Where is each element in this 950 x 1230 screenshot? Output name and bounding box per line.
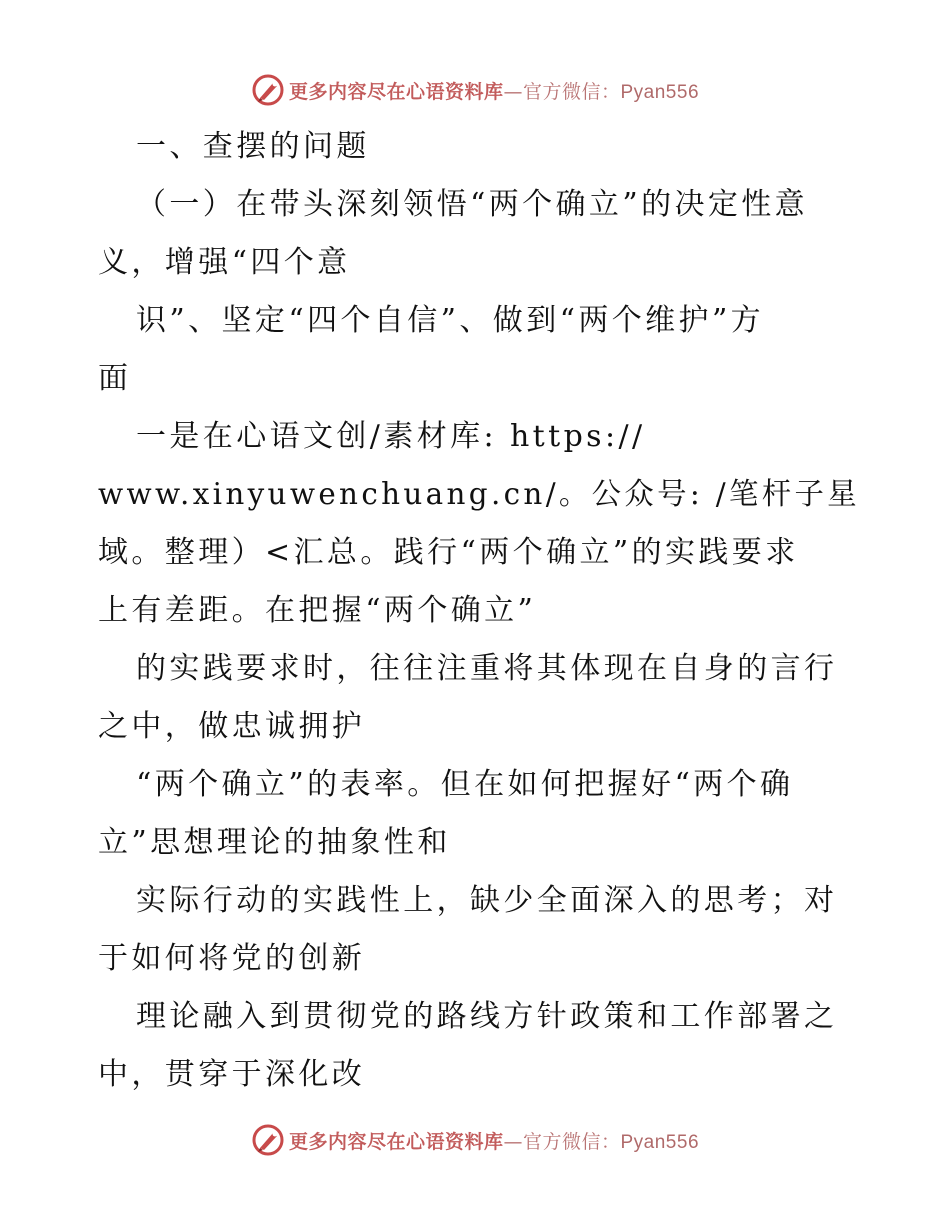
text-line: （一）在带头深刻领悟“两个确立”的决定性意: [136, 187, 809, 222]
watermark-text: [289, 1127, 699, 1154]
text-line: 上有差距。在把握“两个确立”: [98, 593, 537, 628]
header-watermark: [0, 70, 950, 110]
watermark-main: 更多内容尽在心语资料库: [288, 80, 504, 103]
text-line: 中，贯穿于深化改: [98, 1057, 366, 1092]
text-line: 于如何将党的创新: [98, 941, 366, 976]
text-line: 义，增强“四个意: [98, 245, 351, 280]
text-line: “两个确立”的表率。但在如何把握好“两个确: [136, 767, 794, 802]
watermark-main: 更多内容尽在心语资料库: [288, 1130, 504, 1153]
text-line: 一、查摆的问题: [136, 129, 370, 164]
text-line: 立”思想理论的抽象性和: [98, 825, 451, 860]
watermark-id: Pyan556: [620, 1131, 700, 1153]
text-line: 识”、坚定“四个自信”、做到“两个维护”方: [136, 303, 765, 338]
watermark-id: Pyan556: [620, 81, 700, 103]
text-line: 域。整理）<汇总。践行“两个确立”的实践要求: [98, 535, 799, 570]
text-line: 一是在心语文创/素材库: https://: [136, 419, 646, 454]
pen-logo-icon: [251, 73, 285, 107]
watermark-sub: —官方微信：: [503, 80, 621, 103]
text-line: 面: [98, 361, 132, 396]
watermark-sub: —官方微信：: [503, 1130, 621, 1153]
text-line: 理论融入到贯彻党的路线方针政策和工作部署之: [136, 999, 838, 1034]
footer-watermark: [0, 1120, 950, 1160]
text-line: 之中，做忠诚拥护: [98, 709, 366, 744]
pen-logo-icon: [251, 1123, 285, 1157]
watermark-text: [289, 77, 699, 104]
text-line: 实际行动的实践性上，缺少全面深入的思考；对: [136, 883, 838, 918]
text-line: 的实践要求时，往往注重将其体现在自身的言行: [136, 651, 838, 686]
text-line: www.xinyuwenchuang.cn/。公众号: /笔杆子星: [98, 477, 860, 512]
